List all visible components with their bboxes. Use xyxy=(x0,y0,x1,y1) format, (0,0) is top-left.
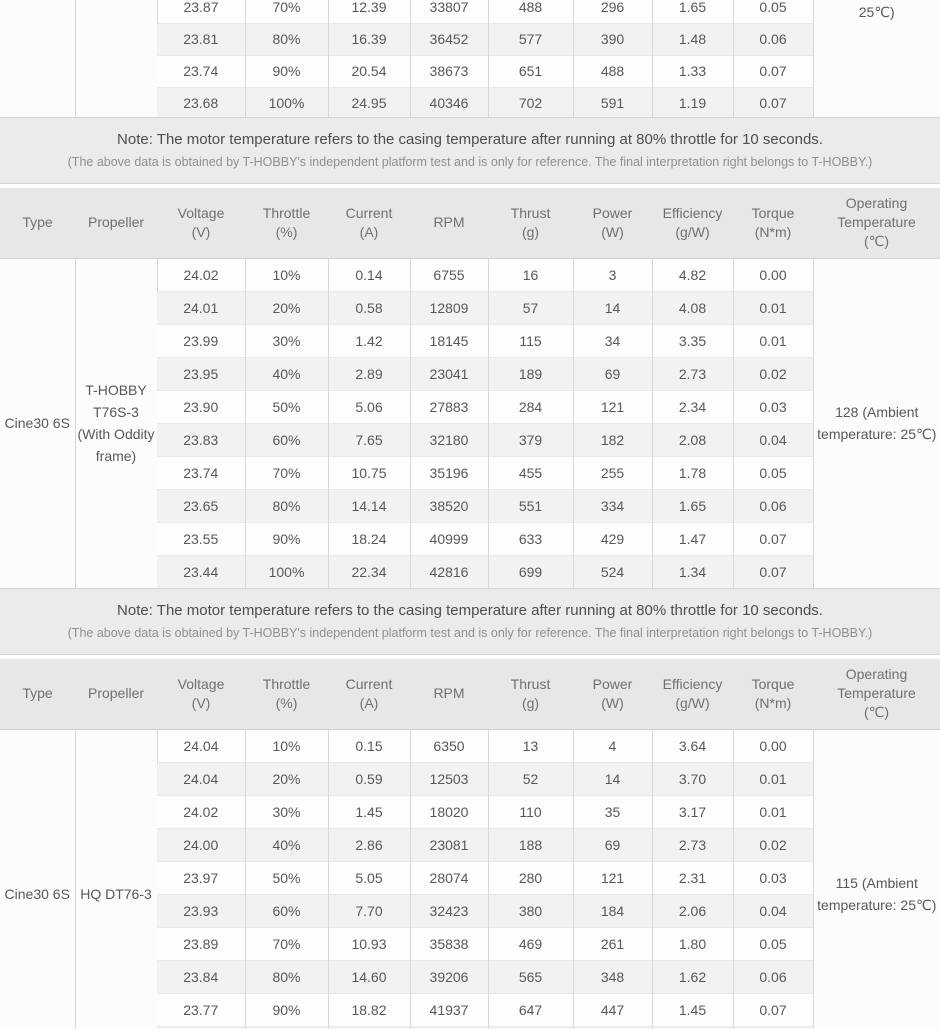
current-cell: 0.59 xyxy=(328,762,410,795)
efficiency-cell: 2.34 xyxy=(652,390,733,423)
col-unit: (%) xyxy=(275,694,298,711)
col-header-current xyxy=(328,659,410,729)
power-cell: 488 xyxy=(573,55,652,87)
power-cell: 296 xyxy=(573,0,652,23)
col-header-thrust xyxy=(488,188,573,258)
col-header-power xyxy=(573,659,652,729)
efficiency-cell: 1.48 xyxy=(652,23,733,55)
efficiency-cell: 3.64 xyxy=(652,729,733,762)
col-label: RPM xyxy=(433,214,465,231)
current-cell: 1.45 xyxy=(328,795,410,828)
propeller-cell: HQ DT76-3 xyxy=(75,729,157,1029)
col-header-thrust xyxy=(488,659,573,729)
type-cell xyxy=(0,0,75,117)
power-cell: 3 xyxy=(573,258,652,291)
propeller-cell: T-HOBBY T76S-3 (With Oddity frame) xyxy=(75,258,157,588)
col-label: Propeller xyxy=(87,214,145,231)
thrust-cell: 52 xyxy=(488,762,573,795)
current-cell: 2.89 xyxy=(328,357,410,390)
rpm-cell: 35838 xyxy=(410,927,488,960)
throttle-cell: 10% xyxy=(245,729,328,762)
torque-cell: 0.07 xyxy=(733,993,813,1026)
throttle-cell: 10% xyxy=(245,258,328,291)
torque-cell: 0.01 xyxy=(733,795,813,828)
thrust-cell: 469 xyxy=(488,927,573,960)
throttle-cell: 80% xyxy=(245,489,328,522)
rpm-cell: 36452 xyxy=(410,23,488,55)
type-cell: Cine30 6S xyxy=(0,258,75,588)
col-label: Propeller xyxy=(87,685,145,702)
note-main-text: Note: The motor temperature refers to the casing temperature after running at 80% throttle for 10 seconds. xyxy=(117,131,823,148)
rpm-cell: 33807 xyxy=(410,0,488,23)
col-label: Thrust xyxy=(510,675,551,692)
torque-cell: 0.07 xyxy=(733,555,813,588)
torque-cell: 0.04 xyxy=(733,423,813,456)
col-unit: (g) xyxy=(521,694,540,711)
thrust-cell: 702 xyxy=(488,87,573,117)
col-header-rpm xyxy=(410,188,488,258)
header-row xyxy=(0,188,940,258)
throttle-cell: 90% xyxy=(245,993,328,1026)
col-label: Throttle xyxy=(262,675,311,692)
col-label: RPM xyxy=(433,685,465,702)
rpm-cell: 42816 xyxy=(410,555,488,588)
power-cell: 14 xyxy=(573,291,652,324)
propeller-cell xyxy=(75,0,157,117)
torque-cell: 0.06 xyxy=(733,960,813,993)
torque-cell: 0.02 xyxy=(733,828,813,861)
efficiency-cell: 2.73 xyxy=(652,357,733,390)
col-header-voltage xyxy=(157,659,245,729)
efficiency-cell: 2.06 xyxy=(652,894,733,927)
rpm-cell: 23041 xyxy=(410,357,488,390)
col-unit: (A) xyxy=(359,223,379,240)
col-label: Power xyxy=(592,204,633,221)
voltage-cell: 23.74 xyxy=(157,55,245,87)
throttle-cell: 70% xyxy=(245,927,328,960)
torque-cell: 0.05 xyxy=(733,927,813,960)
temperature-cell: 25℃) xyxy=(813,0,940,117)
power-cell: 524 xyxy=(573,555,652,588)
rpm-cell: 38673 xyxy=(410,55,488,87)
torque-cell: 0.04 xyxy=(733,894,813,927)
note-sub-text: (The above data is obtained by T-HOBBY's independent platform test and is only for reference. The final interpretation right belongs to T-HOBBY.) xyxy=(67,155,873,169)
thrust-cell: 379 xyxy=(488,423,573,456)
thrust-cell: 699 xyxy=(488,555,573,588)
power-cell: 390 xyxy=(573,23,652,55)
torque-cell: 0.00 xyxy=(733,729,813,762)
thrust-cell: 16 xyxy=(488,258,573,291)
voltage-cell: 23.83 xyxy=(157,423,245,456)
torque-cell: 0.02 xyxy=(733,357,813,390)
current-cell: 14.60 xyxy=(328,960,410,993)
col-header-operating-temperature xyxy=(813,188,940,258)
col-unit: (g) xyxy=(521,223,540,240)
power-cell: 121 xyxy=(573,861,652,894)
voltage-cell: 23.68 xyxy=(157,87,245,117)
current-cell: 12.39 xyxy=(328,0,410,23)
voltage-cell: 23.97 xyxy=(157,861,245,894)
rpm-cell: 28074 xyxy=(410,861,488,894)
throttle-cell: 40% xyxy=(245,357,328,390)
thrust-cell: 577 xyxy=(488,23,573,55)
thrust-cell: 13 xyxy=(488,729,573,762)
col-unit: (V) xyxy=(191,223,211,240)
thrust-cell: 115 xyxy=(488,324,573,357)
current-cell: 1.42 xyxy=(328,324,410,357)
thrust-cell: 189 xyxy=(488,357,573,390)
rpm-cell: 40346 xyxy=(410,87,488,117)
rpm-cell: 38520 xyxy=(410,489,488,522)
voltage-cell: 23.93 xyxy=(157,894,245,927)
rpm-cell: 32423 xyxy=(410,894,488,927)
power-cell: 35 xyxy=(573,795,652,828)
voltage-cell: 24.00 xyxy=(157,828,245,861)
current-cell: 2.86 xyxy=(328,828,410,861)
current-cell: 7.65 xyxy=(328,423,410,456)
col-header-rpm xyxy=(410,659,488,729)
throttle-cell: 60% xyxy=(245,423,328,456)
col-header-efficiency xyxy=(652,188,733,258)
voltage-cell: 23.99 xyxy=(157,324,245,357)
current-cell: 0.58 xyxy=(328,291,410,324)
col-label: Efficiency xyxy=(662,675,723,692)
col-label: Current xyxy=(345,204,393,221)
temperature-cell: 128 (Ambient temperature: 25℃) xyxy=(813,258,940,588)
col-header-propeller xyxy=(75,659,157,729)
rpm-cell: 18145 xyxy=(410,324,488,357)
voltage-cell: 23.89 xyxy=(157,927,245,960)
col-unit: (A) xyxy=(359,694,379,711)
col-unit: (g/W) xyxy=(675,223,710,240)
rpm-cell: 12503 xyxy=(410,762,488,795)
thrust-cell: 651 xyxy=(488,55,573,87)
efficiency-cell: 3.17 xyxy=(652,795,733,828)
col-label: Torque xyxy=(751,204,795,221)
col-unit: (℃) xyxy=(863,704,890,721)
throttle-cell: 70% xyxy=(245,456,328,489)
col-header-throttle xyxy=(245,659,328,729)
current-cell: 18.24 xyxy=(328,522,410,555)
voltage-cell: 24.04 xyxy=(157,762,245,795)
voltage-cell: 23.44 xyxy=(157,555,245,588)
current-cell: 10.93 xyxy=(328,927,410,960)
col-header-throttle xyxy=(245,188,328,258)
efficiency-cell: 4.08 xyxy=(652,291,733,324)
header-row xyxy=(0,659,940,729)
current-cell: 0.15 xyxy=(328,729,410,762)
power-cell: 334 xyxy=(573,489,652,522)
thrust-cell: 380 xyxy=(488,894,573,927)
col-header-operating-temperature xyxy=(813,659,940,729)
power-cell: 69 xyxy=(573,357,652,390)
current-cell: 16.39 xyxy=(328,23,410,55)
current-cell: 7.70 xyxy=(328,894,410,927)
torque-cell: 0.07 xyxy=(733,87,813,117)
col-header-torque xyxy=(733,188,813,258)
power-cell: 69 xyxy=(573,828,652,861)
torque-cell: 0.05 xyxy=(733,456,813,489)
col-label: Power xyxy=(592,675,633,692)
col-label: Operating Temperature xyxy=(837,666,916,702)
efficiency-cell: 1.34 xyxy=(652,555,733,588)
efficiency-cell: 1.33 xyxy=(652,55,733,87)
throttle-cell: 100% xyxy=(245,555,328,588)
throttle-cell: 70% xyxy=(245,0,328,23)
type-cell: Cine30 6S xyxy=(0,729,75,1029)
voltage-cell: 24.01 xyxy=(157,291,245,324)
efficiency-cell: 1.78 xyxy=(652,456,733,489)
voltage-cell: 23.84 xyxy=(157,960,245,993)
power-cell: 34 xyxy=(573,324,652,357)
col-header-voltage xyxy=(157,188,245,258)
throttle-cell: 50% xyxy=(245,861,328,894)
col-unit: (W) xyxy=(601,694,624,711)
col-unit: (%) xyxy=(275,223,298,240)
efficiency-cell: 1.65 xyxy=(652,489,733,522)
throttle-cell: 60% xyxy=(245,894,328,927)
torque-cell: 0.07 xyxy=(733,522,813,555)
throttle-cell: 90% xyxy=(245,55,328,87)
col-unit: (N*m) xyxy=(754,694,792,711)
efficiency-cell: 4.82 xyxy=(652,258,733,291)
power-cell: 261 xyxy=(573,927,652,960)
voltage-cell: 23.95 xyxy=(157,357,245,390)
power-cell: 182 xyxy=(573,423,652,456)
power-cell: 429 xyxy=(573,522,652,555)
rpm-cell: 18020 xyxy=(410,795,488,828)
col-label: Efficiency xyxy=(662,204,723,221)
throttle-cell: 20% xyxy=(245,291,328,324)
col-header-propeller xyxy=(75,188,157,258)
voltage-cell: 23.77 xyxy=(157,993,245,1026)
thrust-cell: 280 xyxy=(488,861,573,894)
spec-table xyxy=(0,188,940,588)
power-cell: 255 xyxy=(573,456,652,489)
col-label: Torque xyxy=(751,675,795,692)
voltage-cell: 23.55 xyxy=(157,522,245,555)
torque-cell: 0.03 xyxy=(733,861,813,894)
note-sub-text: (The above data is obtained by T-HOBBY's independent platform test and is only for reference. The final interpretation right belongs to T-HOBBY.) xyxy=(67,626,873,640)
thrust-cell: 284 xyxy=(488,390,573,423)
torque-cell: 0.01 xyxy=(733,324,813,357)
rpm-cell: 40999 xyxy=(410,522,488,555)
voltage-cell: 23.90 xyxy=(157,390,245,423)
note-band-1 xyxy=(0,117,940,184)
current-cell: 0.14 xyxy=(328,258,410,291)
col-unit: (g/W) xyxy=(675,694,710,711)
throttle-cell: 90% xyxy=(245,522,328,555)
power-cell: 591 xyxy=(573,87,652,117)
thrust-cell: 488 xyxy=(488,0,573,23)
thrust-cell: 565 xyxy=(488,960,573,993)
rpm-cell: 12809 xyxy=(410,291,488,324)
col-unit: (V) xyxy=(191,694,211,711)
torque-cell: 0.06 xyxy=(733,489,813,522)
spec-table xyxy=(0,659,940,1029)
current-cell: 5.05 xyxy=(328,861,410,894)
efficiency-cell: 1.19 xyxy=(652,87,733,117)
throttle-cell: 30% xyxy=(245,324,328,357)
current-cell: 18.82 xyxy=(328,993,410,1026)
voltage-cell: 23.65 xyxy=(157,489,245,522)
rpm-cell: 35196 xyxy=(410,456,488,489)
current-cell: 24.95 xyxy=(328,87,410,117)
thrust-cell: 188 xyxy=(488,828,573,861)
thrust-cell: 551 xyxy=(488,489,573,522)
power-cell: 121 xyxy=(573,390,652,423)
throttle-cell: 30% xyxy=(245,795,328,828)
col-header-torque xyxy=(733,659,813,729)
col-header-power xyxy=(573,188,652,258)
current-cell: 14.14 xyxy=(328,489,410,522)
torque-cell: 0.01 xyxy=(733,291,813,324)
throttle-cell: 80% xyxy=(245,960,328,993)
col-label: Voltage xyxy=(177,204,225,221)
current-cell: 22.34 xyxy=(328,555,410,588)
col-label: Voltage xyxy=(177,675,225,692)
table-row xyxy=(0,0,940,23)
rpm-cell: 23081 xyxy=(410,828,488,861)
note-main-text: Note: The motor temperature refers to the casing temperature after running at 80% throttle for 10 seconds. xyxy=(117,602,823,619)
thrust-cell: 57 xyxy=(488,291,573,324)
torque-cell: 0.03 xyxy=(733,390,813,423)
col-header-efficiency xyxy=(652,659,733,729)
efficiency-cell: 1.47 xyxy=(652,522,733,555)
rpm-cell: 41937 xyxy=(410,993,488,1026)
efficiency-cell: 1.65 xyxy=(652,0,733,23)
col-label: Current xyxy=(345,675,393,692)
power-cell: 14 xyxy=(573,762,652,795)
efficiency-cell: 2.08 xyxy=(652,423,733,456)
torque-cell: 0.07 xyxy=(733,55,813,87)
torque-cell: 0.00 xyxy=(733,258,813,291)
col-header-type xyxy=(0,188,75,258)
rpm-cell: 6755 xyxy=(410,258,488,291)
col-label: Type xyxy=(22,214,53,231)
current-cell: 5.06 xyxy=(328,390,410,423)
col-label: Thrust xyxy=(510,204,551,221)
thrust-cell: 110 xyxy=(488,795,573,828)
col-unit: (℃) xyxy=(863,233,890,250)
col-header-type xyxy=(0,659,75,729)
power-cell: 447 xyxy=(573,993,652,1026)
power-cell: 4 xyxy=(573,729,652,762)
efficiency-cell: 2.31 xyxy=(652,861,733,894)
col-unit: (N*m) xyxy=(754,223,792,240)
table-row xyxy=(0,258,940,291)
spec-table xyxy=(0,0,940,117)
col-unit: (W) xyxy=(601,223,624,240)
thrust-cell: 633 xyxy=(488,522,573,555)
current-cell: 10.75 xyxy=(328,456,410,489)
current-cell: 20.54 xyxy=(328,55,410,87)
power-cell: 184 xyxy=(573,894,652,927)
spec-table-hq-dt76 xyxy=(0,659,940,1029)
thrust-cell: 647 xyxy=(488,993,573,1026)
voltage-cell: 24.02 xyxy=(157,258,245,291)
efficiency-cell: 2.73 xyxy=(652,828,733,861)
note-band-2 xyxy=(0,588,940,655)
voltage-cell: 24.04 xyxy=(157,729,245,762)
efficiency-cell: 1.80 xyxy=(652,927,733,960)
col-label: Type xyxy=(22,685,53,702)
rpm-cell: 6350 xyxy=(410,729,488,762)
torque-cell: 0.05 xyxy=(733,0,813,23)
throttle-cell: 40% xyxy=(245,828,328,861)
table-row xyxy=(0,729,940,762)
rpm-cell: 27883 xyxy=(410,390,488,423)
efficiency-cell: 1.62 xyxy=(652,960,733,993)
col-label: Operating Temperature xyxy=(837,195,916,231)
efficiency-cell: 3.70 xyxy=(652,762,733,795)
spec-table-top-partial xyxy=(0,0,940,117)
voltage-cell: 24.02 xyxy=(157,795,245,828)
throttle-cell: 50% xyxy=(245,390,328,423)
torque-cell: 0.01 xyxy=(733,762,813,795)
rpm-cell: 39206 xyxy=(410,960,488,993)
rpm-cell: 32180 xyxy=(410,423,488,456)
voltage-cell: 23.74 xyxy=(157,456,245,489)
spec-table-t76s3 xyxy=(0,188,940,588)
throttle-cell: 20% xyxy=(245,762,328,795)
col-label: Throttle xyxy=(262,204,311,221)
torque-cell: 0.06 xyxy=(733,23,813,55)
temperature-cell: 115 (Ambient temperature: 25℃) xyxy=(813,729,940,1029)
efficiency-cell: 3.35 xyxy=(652,324,733,357)
efficiency-cell: 1.45 xyxy=(652,993,733,1026)
power-cell: 348 xyxy=(573,960,652,993)
col-header-current xyxy=(328,188,410,258)
thrust-cell: 455 xyxy=(488,456,573,489)
voltage-cell: 23.81 xyxy=(157,23,245,55)
voltage-cell: 23.87 xyxy=(157,0,245,23)
throttle-cell: 80% xyxy=(245,23,328,55)
throttle-cell: 100% xyxy=(245,87,328,117)
